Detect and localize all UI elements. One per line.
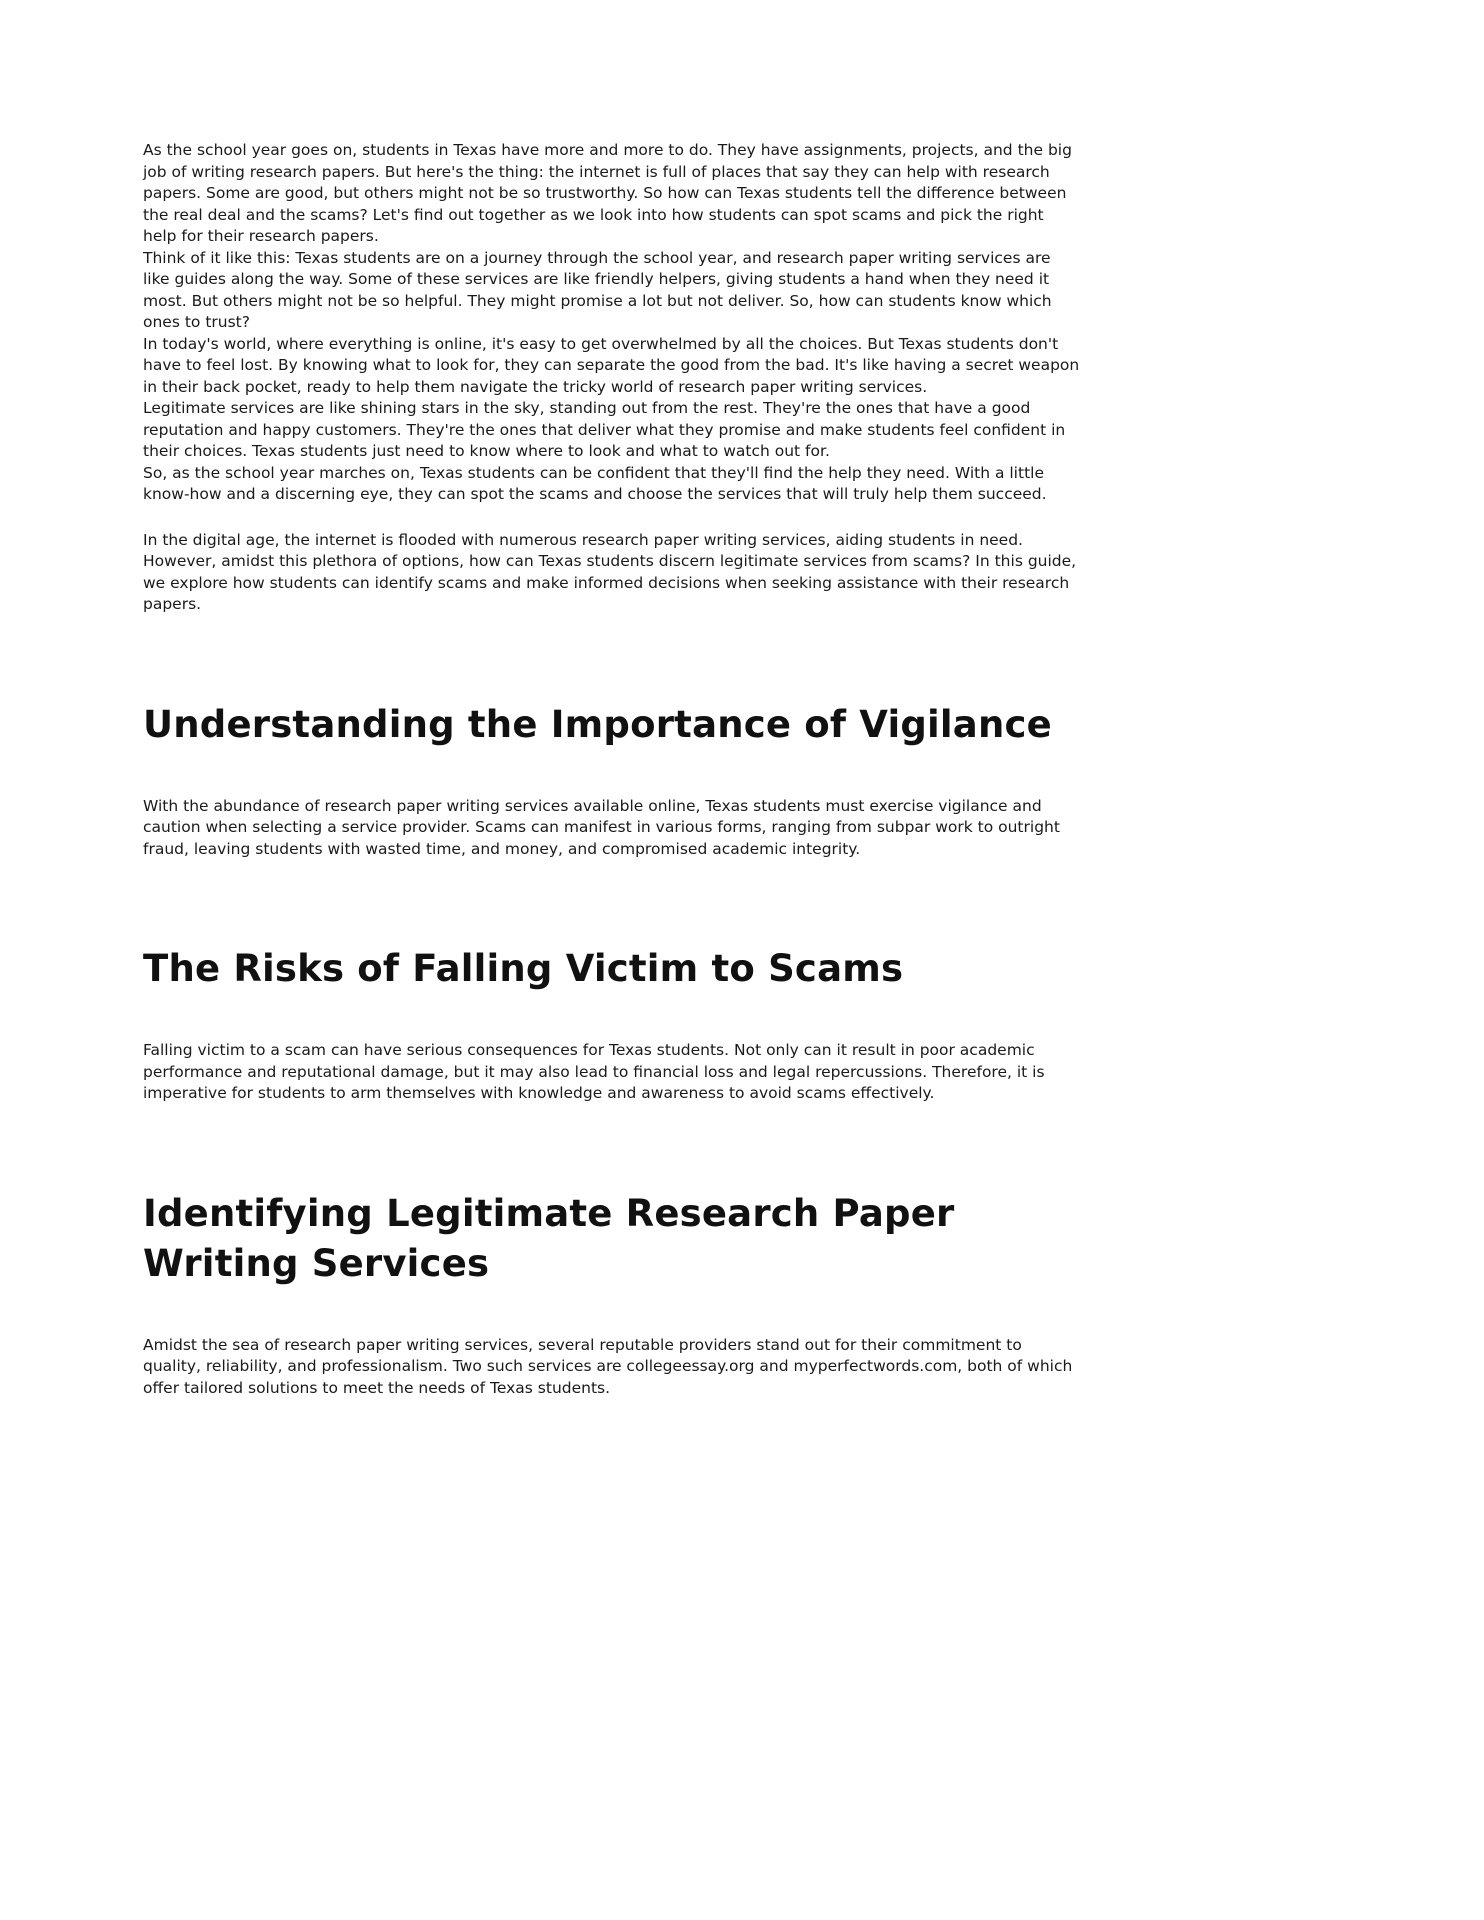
intro-block xyxy=(143,140,1081,506)
intro-paragraph-4: Legitimate services are like shining stars in the sky, standing out from the rest. They're the ones that have a good reputation and happy customers. They're the ones that deliver what they promise and make students feel confident in their choices. Texas students just need to know where to look and what to watch out for. xyxy=(143,399,1066,460)
section-body-risks: Falling victim to a scam can have serious consequences for Texas students. Not only can it result in poor academic performance and reputational damage, but it may also lead to financial loss and legal repercussions. Therefore, it is imperative for students to arm themselves with knowledge and awareness to avoid scams effectively. xyxy=(143,1041,1045,1102)
intro-paragraph-5: So, as the school year marches on, Texas students can be confident that they'll find the help they need. With a little know-how and a discerning eye, they can spot the scams and choose the services that will truly help them succeed. xyxy=(143,463,1047,503)
section-risks xyxy=(143,944,1081,1105)
section-heading-risks: The Risks of Falling Victim to Scams xyxy=(143,947,904,990)
intro-paragraph-3: In today's world, where everything is online, it's easy to get overwhelmed by all the choices. But Texas students don't have to feel lost. By knowing what to look for, they can separate the good from the bad. It's like having a secret weapon in their back pocket, ready to help them navigate the tricky world of research paper writing services. xyxy=(143,334,1080,396)
section-heading-vigilance: Understanding the Importance of Vigilance xyxy=(143,702,1052,746)
intro-paragraph-1: As the school year goes on, students in Texas have more and more to do. They have assignments, projects, and the big job of writing research papers. But here's the thing: the internet is full of places that say they can help with research papers. Some are good, but others might not be so trustworthy. So how can Texas students tell the difference between the real deal and the scams? Let's find out together as we look into how students can spot scams and pick the right help for their research papers. xyxy=(143,141,1072,245)
section-vigilance xyxy=(143,700,1081,861)
section-identifying xyxy=(143,1189,1081,1400)
section-body-vigilance: With the abundance of research paper writing services available online, Texas students must exercise vigilance and caution when selecting a service provider. Scams can manifest in various forms, ranging from subpar work to outright fraud, leaving students with wasted time, and money, and compromised academic integrity. xyxy=(143,796,1060,858)
section-heading-identifying: Identifying Legitimate Research Paper Writing Services xyxy=(143,1191,955,1285)
intro-paragraph-2: Think of it like this: Texas students are on a journey through the school year, and research paper writing services are like guides along the way. Some of these services are like friendly helpers, giving students a hand when they need it most. But others might not be so helpful. They might promise a lot but not deliver. So, how can students know which ones to trust? xyxy=(143,248,1052,331)
document-content xyxy=(143,140,1081,1399)
lead-paragraph: In the digital age, the internet is flooded with numerous research paper writing services, aiding students in need. However, amidst this plethora of options, how can Texas students discern legitimate services from scams? In this guide, we explore how students can identify scams and make informed decisions when seeking assistance with their research papers. xyxy=(143,530,1077,613)
section-body-identifying: Amidst the sea of research paper writing services, several reputable providers stand out for their commitment to quality, reliability, and professionalism. Two such services are collegeessay.org and myperfectwords.com, both of which offer tailored solutions to meet the needs of Texas students. xyxy=(143,1335,1073,1397)
